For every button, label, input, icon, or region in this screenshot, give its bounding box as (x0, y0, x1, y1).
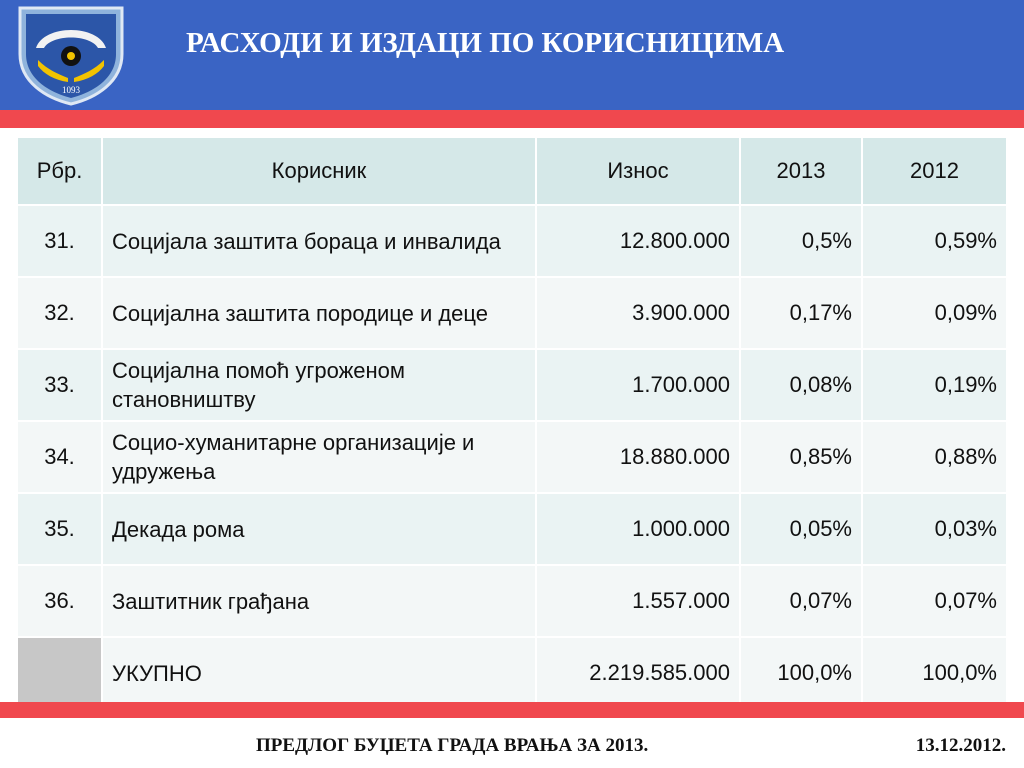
share-2013: 0,08% (740, 349, 862, 421)
header-bar (0, 0, 1024, 110)
amount-value: 3.900.000 (536, 277, 740, 349)
share-2012: 0,03% (862, 493, 1006, 565)
footer-document-title: ПРЕДЛОГ БУЏЕТА ГРАДА ВРАЊА ЗА 2013. (256, 735, 649, 756)
footer-accent-band (0, 702, 1024, 718)
table-total-row (18, 637, 1006, 708)
header-accent-band (0, 110, 1024, 128)
table-row (18, 565, 1006, 637)
share-2013: 0,85% (740, 421, 862, 493)
share-2012: 0,07% (862, 565, 1006, 637)
row-number: 35. (18, 493, 102, 565)
row-number: 31. (18, 205, 102, 277)
table-header-row (18, 138, 1006, 205)
beneficiary-name: Декада рома (102, 493, 536, 565)
share-2012: 0,59% (862, 205, 1006, 277)
amount-value: 1.557.000 (536, 565, 740, 637)
total-label: УКУПНО (102, 637, 536, 708)
column-header-2012: 2012 (862, 138, 1006, 205)
column-header-number: Рбр. (18, 138, 102, 205)
beneficiary-name: Социјална заштита породице и деце (102, 277, 536, 349)
column-header-amount: Износ (536, 138, 740, 205)
city-coat-of-arms-logo (14, 2, 128, 106)
total-amount: 2.219.585.000 (536, 637, 740, 708)
share-2012: 0,88% (862, 421, 1006, 493)
table-row (18, 349, 1006, 421)
row-number: 34. (18, 421, 102, 493)
table-row (18, 493, 1006, 565)
beneficiary-name: Социјала заштита бораца и инвалида (102, 205, 536, 277)
amount-value: 1.700.000 (536, 349, 740, 421)
logo-year-text: 1093 (62, 85, 80, 95)
expenses-table (18, 138, 1006, 708)
table-row (18, 277, 1006, 349)
row-number: 32. (18, 277, 102, 349)
share-2013: 0,17% (740, 277, 862, 349)
row-number: 33. (18, 349, 102, 421)
total-share-2012: 100,0% (862, 637, 1006, 708)
amount-value: 18.880.000 (536, 421, 740, 493)
footer-date: 13.12.2012. (915, 735, 1006, 756)
row-number: 36. (18, 565, 102, 637)
share-2013: 0,07% (740, 565, 862, 637)
beneficiary-name: Заштитник грађана (102, 565, 536, 637)
total-share-2013: 100,0% (740, 637, 862, 708)
share-2013: 0,05% (740, 493, 862, 565)
amount-value: 1.000.000 (536, 493, 740, 565)
table-row (18, 205, 1006, 277)
amount-value: 12.800.000 (536, 205, 740, 277)
page-title: РАСХОДИ И ИЗДАЦИ ПО КОРИСНИЦИМА (186, 27, 785, 59)
column-header-beneficiary: Корисник (102, 138, 536, 205)
total-number-cell (18, 637, 102, 708)
share-2012: 0,09% (862, 277, 1006, 349)
beneficiary-name: Социо-хуманитарне организације и удружења (102, 421, 536, 493)
beneficiary-name: Социјална помоћ угроженом становништву (102, 349, 536, 421)
share-2013: 0,5% (740, 205, 862, 277)
column-header-2013: 2013 (740, 138, 862, 205)
table-row (18, 421, 1006, 493)
share-2012: 0,19% (862, 349, 1006, 421)
